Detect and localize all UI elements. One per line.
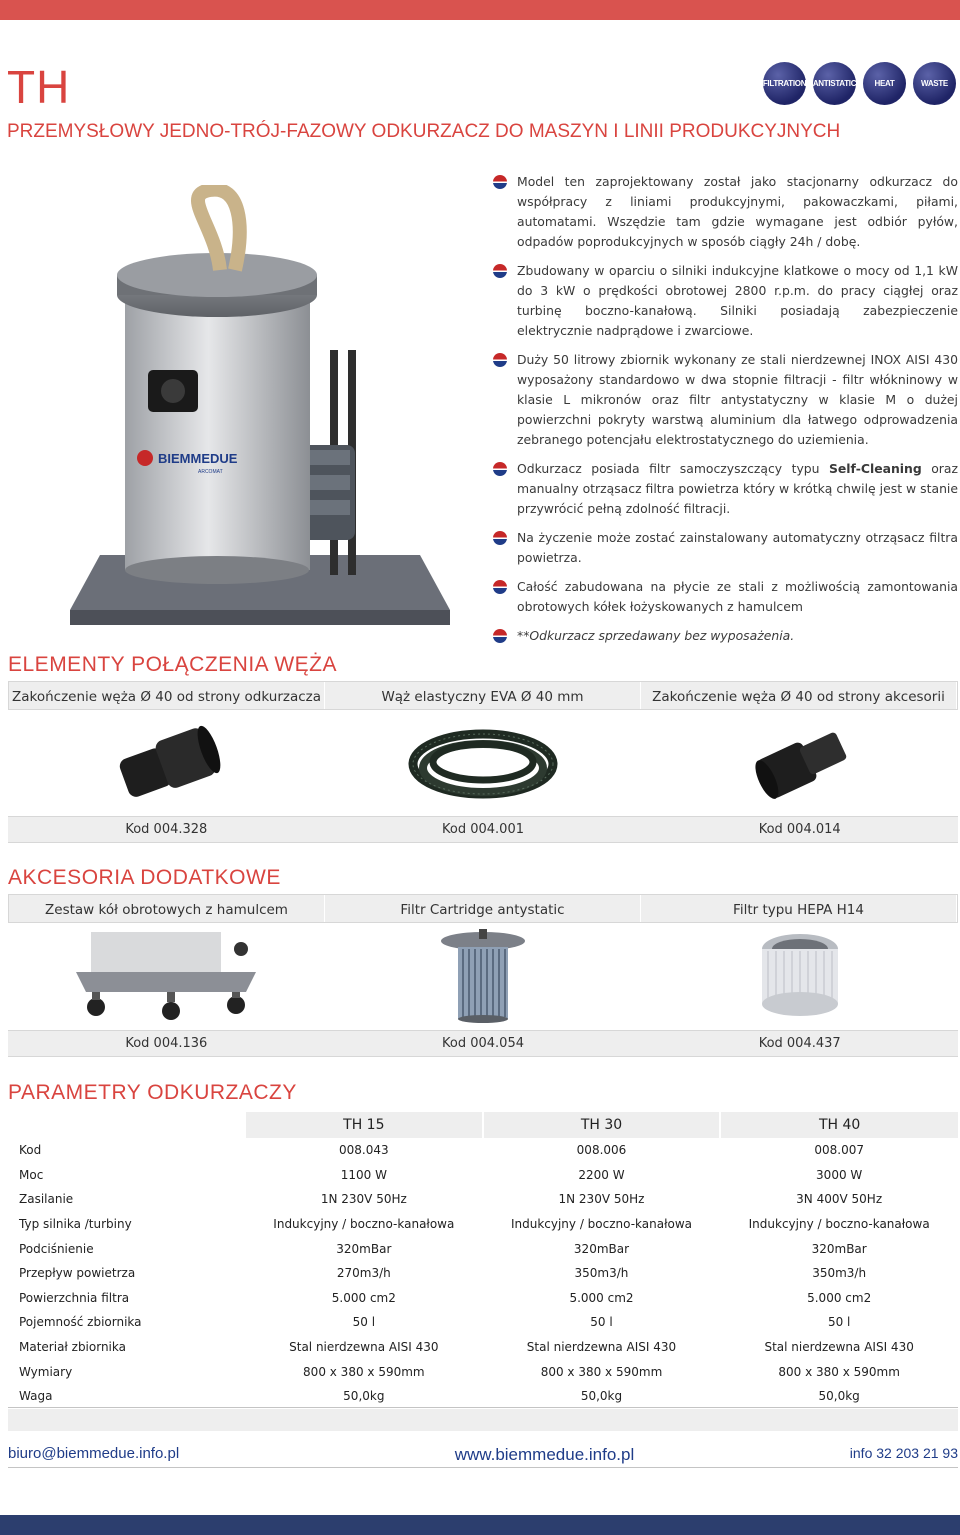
param-value: 350m3/h [574,1266,629,1281]
param-value: Stal nierdzewna AISI 430 [764,1340,914,1355]
page-title: TH [7,61,71,113]
footer-website[interactable]: www.biemmedue.info.pl [454,1445,635,1464]
accessories-header-row [8,894,958,923]
params-title: PARAMETRY ODKURZACZY [8,1081,297,1104]
param-value: 320mBar [336,1241,392,1256]
table-row [8,1286,958,1311]
product-code: Kod 004.014 [758,822,841,837]
connections-title: ELEMENTY POŁĄCZENIA WĘŻA [8,653,338,676]
footer-phone: info 32 203 21 93 [849,1445,958,1461]
footer-email[interactable]: biuro@biemmedue.info.pl [8,1445,180,1462]
table-row [8,1384,958,1409]
bullet-icon [493,462,507,476]
param-value: 3N 400V 50Hz [796,1192,883,1207]
caster-wheels-image [8,925,325,1028]
waste-badge: WASTE [913,62,956,105]
connections-images [8,712,958,814]
param-value: 5.000 cm2 [807,1290,872,1305]
vacuum-cleaner-image [30,185,470,630]
bullet-icon [493,264,507,278]
param-value: 008.007 [814,1143,864,1158]
bullet-icon [493,175,507,189]
feature-badges [763,62,956,105]
param-label: Podciśnienie [19,1241,94,1256]
param-value: Indukcyjny / boczno-kanałowa [510,1217,693,1232]
filtration-badge: FILTRATION [763,62,806,105]
accessories-title: AKCESORIA DODATKOWE [8,866,281,889]
hose-end-accessory-image [641,712,958,814]
bullet-icon [493,531,507,545]
param-value: 350m3/h [812,1266,867,1281]
product-code: Kod 004.136 [125,1036,208,1051]
table-row [8,1335,958,1360]
connection-header: Wąż elastyczny EVA Ø 40 mm [325,682,641,709]
param-label: Wymiary [19,1364,73,1379]
param-value: Stal nierdzewna AISI 430 [289,1340,439,1355]
list-item: Model ten zaprojektowany został jako stacjonarny odkurzacz do współpracy z liniami produkcyjnymi, pakowaczkami, piłami, automatami. Wszędzie tam gdzie wymagane jest odbiór pyłów, odpadów poprodukcyjnych w sposób ciągły 24h / dobę. [493,172,958,252]
param-value: Indukcyjny / boczno-kanałowa [273,1217,455,1232]
table-row [8,1187,958,1212]
accessory-header: Filtr typu HEPA H14 [641,895,957,922]
param-value: 5.000 cm2 [331,1290,396,1305]
divider [8,1407,958,1408]
param-value: 800 x 380 x 590mm [303,1364,425,1379]
bottom-accent-bar [0,1515,960,1535]
cartridge-filter-image [325,925,642,1028]
params-table [8,1112,958,1431]
heat-badge: HEAT [863,62,906,105]
param-value: 2200 W [578,1167,625,1182]
model-header: TH 15 [245,1112,483,1138]
model-header: TH 30 [483,1112,721,1138]
param-value: 3000 W [816,1167,863,1182]
table-row [8,1212,958,1237]
description-list [493,172,958,655]
param-label: Przepływ powietrza [19,1266,136,1281]
param-value: 50,0kg [580,1389,623,1404]
footer [8,1445,958,1465]
param-value: 50,0kg [343,1389,385,1404]
param-value: 270m3/h [336,1266,391,1281]
list-item: Duży 50 litrowy zbiornik wykonany ze stali nierdzewnej INOX AISI 430 wyposażony standardowo w dwa stopnie filtracji - filtr włókninowy w klasie L mikronów oraz filtr antystatyczny w klasie M o dużej powierzchni pokryty warstwą aluminium dla łatwego odprowadzenia zebranego potencjału elektrostatycznego do uziemienia. [493,350,958,450]
param-value: 008.006 [576,1143,627,1158]
param-label: Materiał zbiornika [19,1340,126,1355]
param-value: 1N 230V 50Hz [558,1192,645,1207]
list-item: **Odkurzacz sprzedawany bez wyposażenia. [493,626,958,646]
connection-header: Zakończenie węża Ø 40 od strony akcesorii [641,682,957,709]
connection-header: Zakończenie węża Ø 40 od strony odkurzacza [9,682,325,709]
product-code: Kod 004.437 [758,1036,841,1051]
hose-end-machine-image [8,712,325,814]
param-value: 008.043 [339,1143,389,1158]
antistatic-badge: ANTISTATIC [813,62,856,105]
product-code: Kod 004.054 [442,1036,524,1051]
param-label: Moc [19,1167,44,1182]
param-label: Powierzchnia filtra [19,1290,130,1305]
list-item: Na życzenie może zostać zainstalowany automatyczny otrząsacz filtra powietrza. [493,528,958,568]
param-label: Zasilanie [19,1192,74,1207]
param-value: 50 l [352,1315,376,1330]
bullet-icon [493,353,507,367]
table-row [8,1163,958,1188]
accessories-images [8,925,958,1028]
accessory-header: Filtr Cartridge antystatic [325,895,641,922]
list-item: Zbudowany w oparciu o silniki indukcyjne klatkowe o mocy od 1,1 kW do 3 kW o prędkości obrotowej 2800 r.p.m. do pracy ciągłej oraz turbinę boczno-kanałową. Silniki posiadają zabezpieczenie elektrycznie nadprądowe i zwarciowe. [493,261,958,341]
param-value: 50,0kg [818,1389,860,1404]
accessory-header: Zestaw kół obrotowych z hamulcem [9,895,325,922]
param-value: Indukcyjny / boczno-kanałowa [748,1217,930,1232]
bullet-icon [493,580,507,594]
connections-header-row [8,681,958,710]
table-footer-row [8,1409,958,1431]
param-value: 320mBar [811,1241,867,1256]
accessories-codes-row [8,1030,958,1057]
connections-codes-row [8,816,958,843]
bullet-icon [493,629,507,643]
param-label: Waga [19,1389,53,1404]
list-item: Odkurzacz posiada filtr samoczyszczący typu Self-Cleaning oraz manualny otrząsacz filtra powietrza który w krótką chwilę jest w stanie przywrócić pełną zdolność filtracji. [493,459,958,519]
hepa-filter-image [641,925,958,1028]
product-code: Kod 004.328 [125,822,208,837]
table-row [8,1236,958,1261]
param-value: 50 l [590,1315,613,1330]
table-row [8,1359,958,1384]
page-subtitle: PRZEMYSŁOWY JEDNO-TRÓJ-FAZOWY ODKURZACZ DO MASZYN I LINII PRODUKCYJNYCH [7,121,841,142]
product-code: Kod 004.001 [442,822,524,837]
param-value: 320mBar [573,1241,630,1256]
table-row [8,1138,958,1163]
param-label: Kod [19,1143,42,1158]
param-value: Stal nierdzewna AISI 430 [526,1340,677,1355]
list-item: Całość zabudowana na płycie ze stali z możliwością zamontowania obrotowych kółek łożyskowanych z hamulcem [493,577,958,617]
param-value: 50 l [827,1315,851,1330]
flexible-hose-image [325,712,642,814]
param-value: 1N 230V 50Hz [320,1192,407,1207]
param-value: 5.000 cm2 [569,1290,634,1305]
model-header: TH 40 [720,1112,958,1138]
table-row [8,1310,958,1335]
param-value: 800 x 380 x 590mm [540,1364,663,1379]
brand-sublabel: ARCOMAT [198,469,223,475]
top-accent-bar [0,0,960,20]
param-value: 1100 W [340,1167,387,1182]
param-label: Pojemność zbiornika [19,1315,142,1330]
table-row [8,1261,958,1286]
brand-label: BIEMMEDUE [158,451,238,466]
divider [8,1467,958,1468]
param-value: 800 x 380 x 590mm [778,1364,900,1379]
param-label: Typ silnika /turbiny [19,1217,132,1232]
params-header-row [8,1112,958,1138]
